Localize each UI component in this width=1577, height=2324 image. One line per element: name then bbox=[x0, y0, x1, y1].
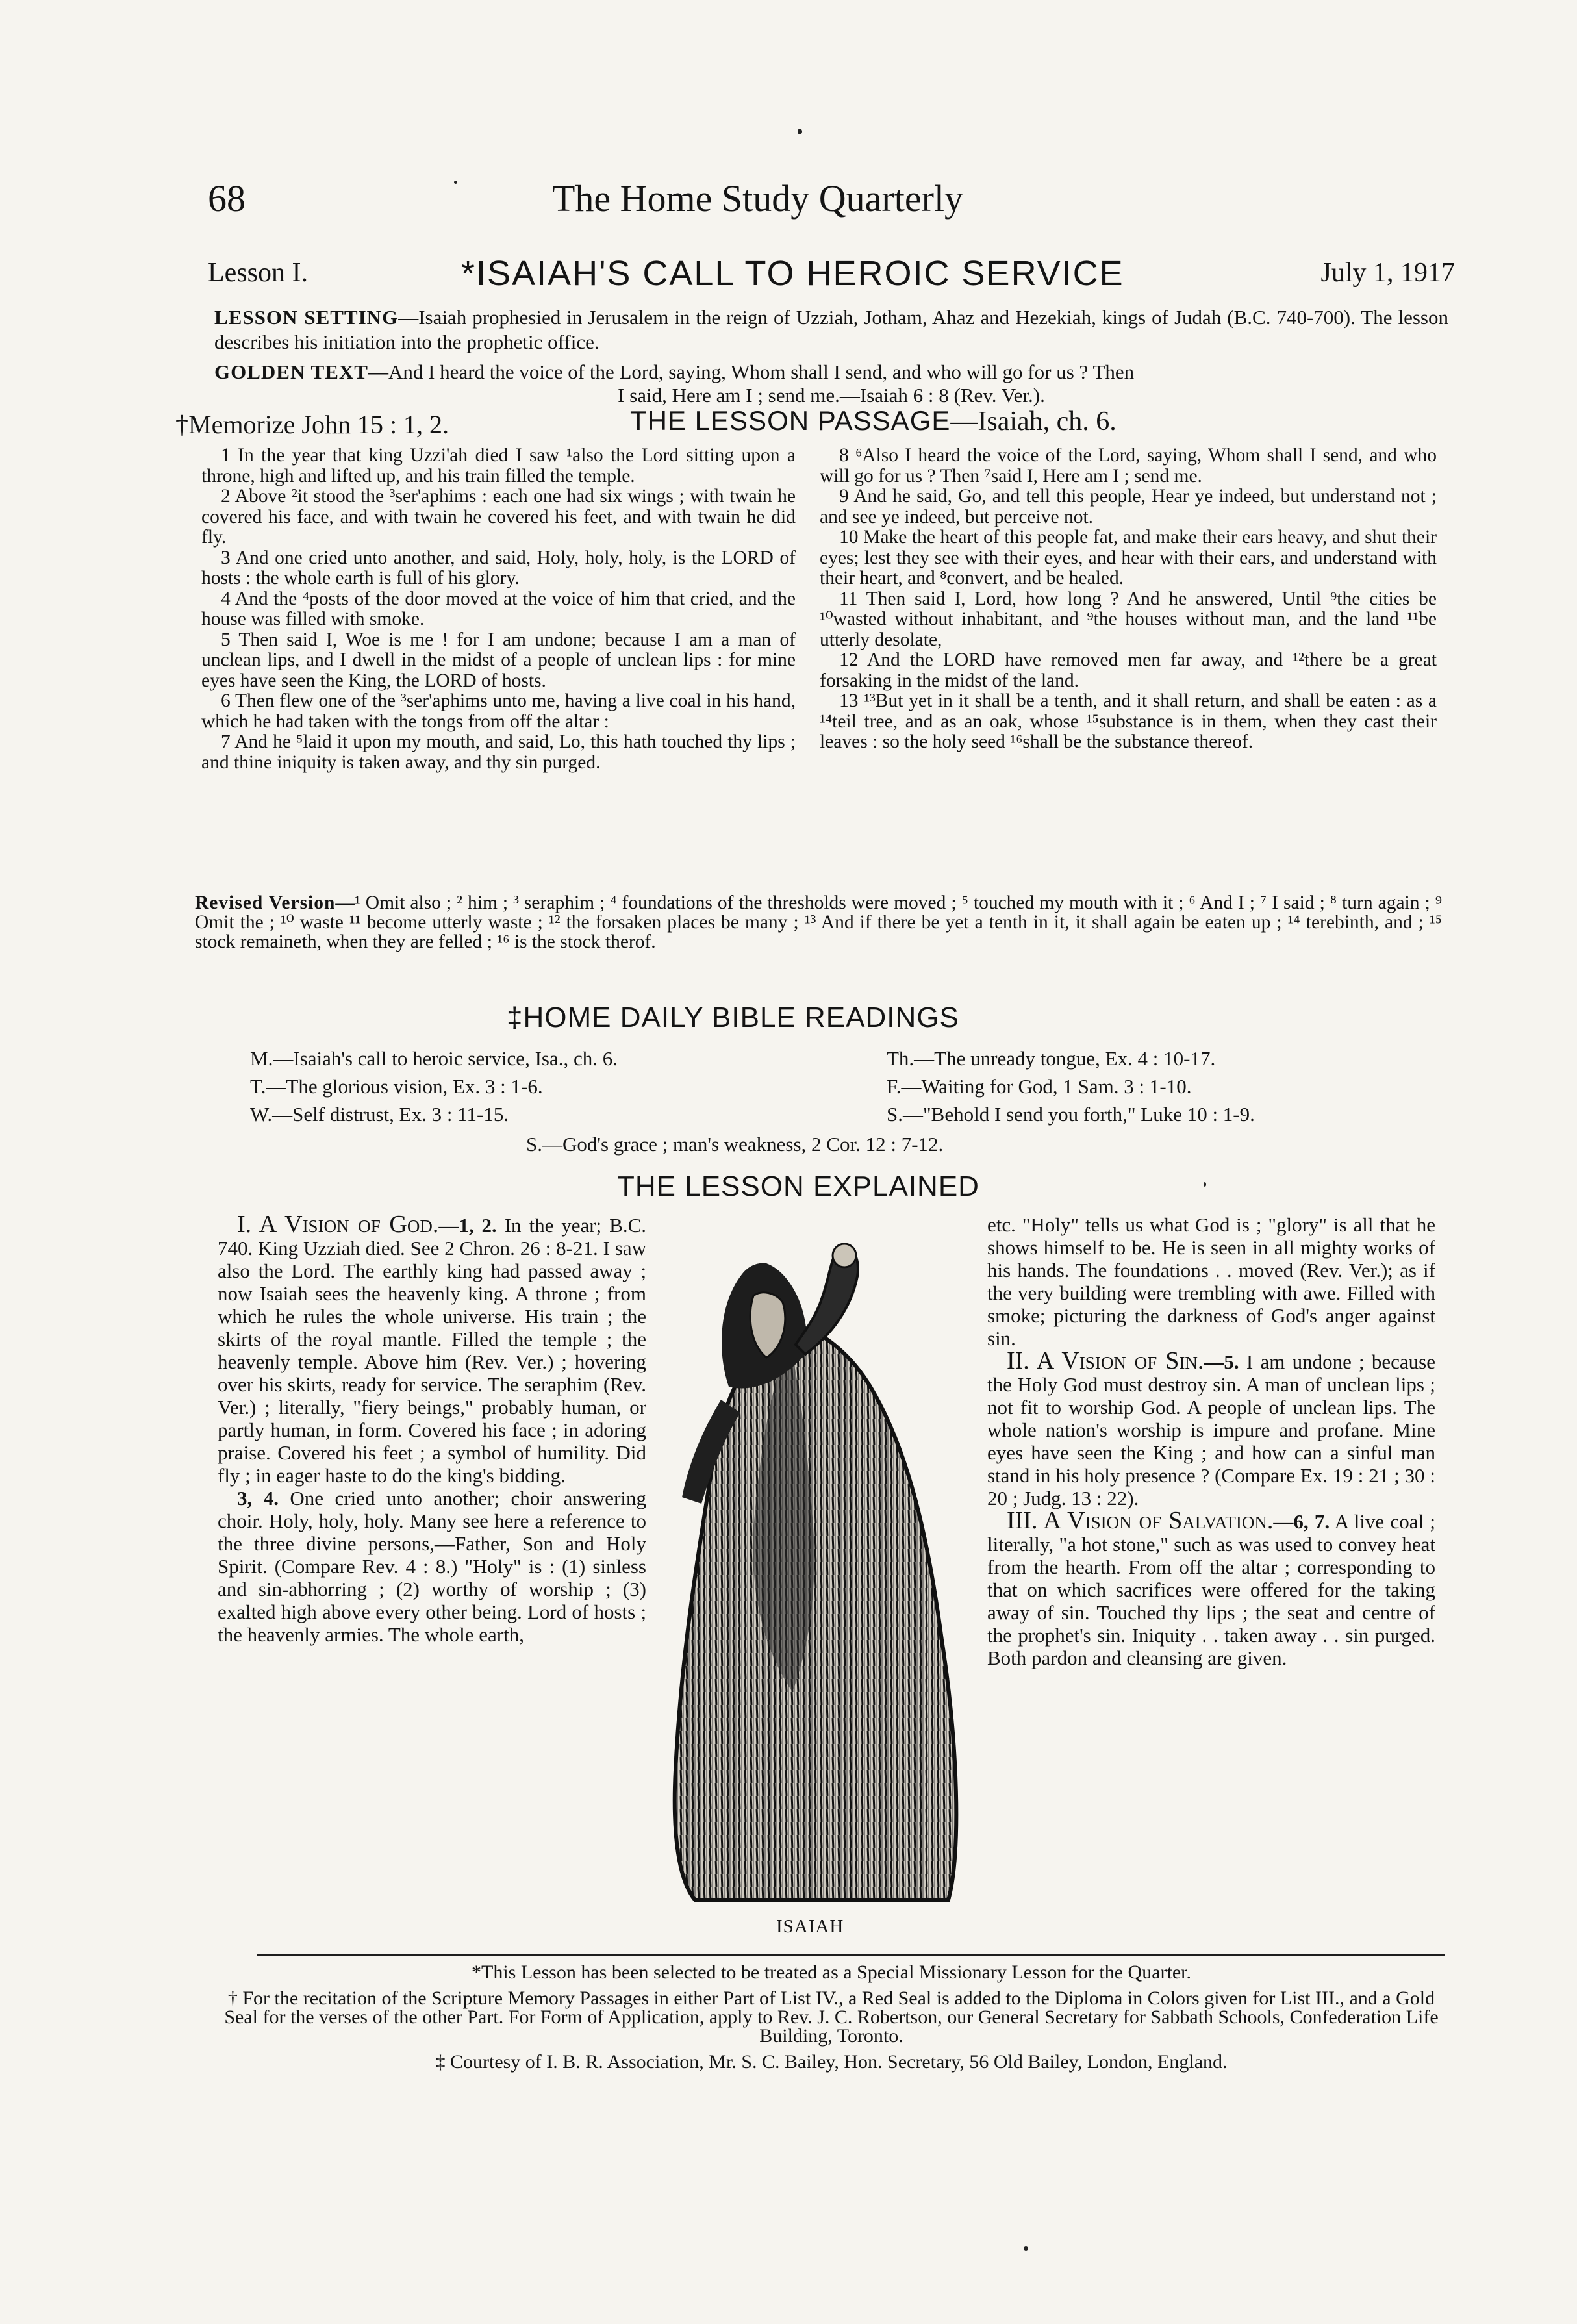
daily-reading: M.—Isaiah's call to heroic service, Isa., ch. 6. bbox=[250, 1047, 618, 1070]
lesson-passage-label: THE LESSON PASSAGE bbox=[630, 405, 951, 436]
lesson-setting-text: —Isaiah prophesied in Jerusalem in the reign of Uzziah, Jotham, Ahaz and Hezekiah, kings of Judah (B.C. 740-700). The lesson describes his initiation into the prophetic office. bbox=[214, 306, 1448, 353]
revised-version-notes bbox=[195, 893, 1442, 952]
daily-reading: T.—The glorious vision, Ex. 3 : 1-6. bbox=[250, 1075, 543, 1098]
passage-verse: 9 And he said, Go, and tell this people, Hear ye indeed, but understand not ; and see ye indeed, but perceive not. bbox=[820, 486, 1437, 527]
section-1-body: In the year; B.C. 740. King Uzziah died. See 2 Chron. 26 : 8-21. I saw also the Lord. The earthly king had passed away ; now Isaiah sees the heavenly king. A throne ; from which he rules the whole universe. His train ; the skirts of the royal mantle. Filled the temple ; the heavenly temple. Above him (Rev. Ver.) ; hovering over his skirts, ready for service. The seraphim (Rev. Ver.) ; literally, "fiery beings," probably human, or partly human, in form. Covered his face ; in adoring praise. Covered his feet ; a symbol of humility. Did fly ; in eager haste to do the king's bidding. bbox=[218, 1214, 647, 1487]
passage-right-column bbox=[820, 446, 1437, 753]
passage-left-column bbox=[201, 446, 796, 773]
lesson-setting-label: LESSON SETTING bbox=[214, 306, 399, 329]
daily-reading-sunday: S.—God's grace ; man's weakness, 2 Cor. 12 : 7-12. bbox=[526, 1133, 944, 1156]
revised-version-text: —¹ Omit also ; ² him ; ³ seraphim ; ⁴ foundations of the thresholds were moved ; ⁵ touched my mouth with it ; ⁶ And I ; ⁷ I said ; ⁸ turn again ; ⁹ Omit the ; ¹⁰ waste ¹¹ become utterly waste ; ¹² the forsaken places be many ; ¹³ And if there be yet a tenth in it, it shall again be eaten up ; ¹⁴ terebinth, and ; ¹⁵ stock remaineth, when they are felled ; ¹⁶ is the stock therof. bbox=[195, 892, 1442, 952]
print-speck bbox=[798, 129, 802, 134]
passage-verse: 10 Make the heart of this people fat, and make their ears heavy, and shut their eyes; lest they see with their eyes, and hear with their ears, and understand with their heart, and ⁸convert, and be healed. bbox=[820, 527, 1437, 588]
daily-readings-heading: ‡HOME DAILY BIBLE READINGS bbox=[507, 1002, 959, 1033]
lesson-explained-heading: THE LESSON EXPLAINED bbox=[617, 1170, 979, 1202]
passage-verse: 2 Above ²it stood the ³ser'aphims : each one had six wings ; with twain he covered his face, and with twain he covered his feet, and with twain he did fly. bbox=[201, 486, 796, 548]
lesson-date: July 1, 1917 bbox=[1320, 258, 1455, 288]
passage-verse: 13 ¹³But yet in it shall be a tenth, and it shall return, and shall be eaten : as a ¹⁴teil tree, and as an oak, whose ¹⁵substance is in them, when they cast their leaves : so the holy seed ¹⁶shall be the substance thereof. bbox=[820, 690, 1437, 752]
memorize-note: †Memorize John 15 : 1, 2. bbox=[175, 410, 449, 439]
revised-version-label: Revised Version bbox=[195, 892, 336, 913]
passage-verse: 7 And he ⁵laid it upon my mouth, and said, Lo, this hath touched thy lips ; and thine iniquity is taken away, and thy sin purged. bbox=[201, 731, 796, 773]
running-header bbox=[208, 177, 1383, 229]
section-2-body: I am undone ; because the Holy God must destroy sin. A man of unclean lips ; not fit to worship God. A people of unclean lips. The whole nation's worship is impure and profane. Mine eyes have seen the King ; and how can a sinful man stand in his holy presence ? (Compare Ex. 19 : 21 ; 30 : 20 ; Judg. 13 : 22). bbox=[987, 1350, 1436, 1509]
footnote: † For the recitation of the Scripture Memory Passages in either Part of List IV., a Red Seal is added to the Diploma in Colors given for List III., and a Gold Seal for the verses of the other Part. For Form of Application, apply to Rev. J. C. Robertson, our General Secretary for Sabbath Schools, Confederation Life Building, Toronto. bbox=[224, 1988, 1439, 2047]
section-3-numeral: III. A bbox=[1007, 1507, 1061, 1534]
explained-left-column bbox=[218, 1213, 646, 1646]
explained-right-column bbox=[987, 1213, 1435, 1669]
isaiah-illustration bbox=[656, 1237, 974, 1906]
golden-text-line-1: —And I heard the voice of the Lord, saying, Whom shall I send, and who will go for us ? Then bbox=[368, 360, 1135, 383]
daily-reading: S.—"Behold I send you forth," Luke 10 : 1-9. bbox=[887, 1103, 1255, 1126]
passage-verse: 4 And the ⁴posts of the door moved at the voice of him that cried, and the house was filled with smoke. bbox=[201, 588, 796, 629]
lesson-title: *ISAIAH'S CALL TO HEROIC SERVICE bbox=[461, 254, 1124, 293]
paragraph-2-ref: 3, 4. bbox=[237, 1487, 279, 1509]
print-speck bbox=[1024, 2246, 1028, 2251]
passage-verse: 6 Then flew one of the ³ser'aphims unto me, having a live coal in his hand, which he had taken with the tongs from off the altar : bbox=[201, 690, 796, 732]
explained-section-3 bbox=[987, 1509, 1435, 1669]
isaiah-figure-drawing bbox=[656, 1237, 974, 1906]
section-1-numeral: I. A bbox=[237, 1211, 277, 1238]
lesson-number: Lesson I. bbox=[208, 258, 308, 288]
figure-caption: ISAIAH bbox=[776, 1916, 844, 1937]
raised-hand bbox=[833, 1244, 856, 1267]
passage-verse: 11 Then said I, Lord, how long ? And he answered, Until ⁹the cities be ¹⁰wasted without inhabitant, and ⁹the houses without man, and the land ¹¹be utterly desolate, bbox=[820, 588, 1437, 650]
explained-section-1 bbox=[218, 1213, 646, 1487]
lesson-setting bbox=[214, 305, 1448, 355]
section-3-ref: —6, 7. bbox=[1273, 1510, 1330, 1533]
section-2-title: Vision of Sin. bbox=[1061, 1347, 1204, 1374]
page-number: 68 bbox=[208, 177, 246, 220]
explained-right-paragraph-1: etc. "Holy" tells us what God is ; "glory" is all that he shows himself to be. He is seen in all mighty works of his hands. The foundations . . moved (Rev. Ver.); as if the very building were trembling with awe. Filled with smoke; picturing the darkness of God's anger against sin. bbox=[987, 1213, 1435, 1350]
daily-reading: F.—Waiting for God, 1 Sam. 3 : 1-10. bbox=[887, 1075, 1192, 1098]
lesson-passage-heading bbox=[630, 405, 1117, 437]
print-speck bbox=[1204, 1182, 1206, 1187]
passage-verse: 3 And one cried unto another, and said, Holy, holy, holy, is the LORD of hosts : the whole earth is full of his glory. bbox=[201, 547, 796, 588]
golden-text-line-2: I said, Here am I ; send me.—Isaiah 6 : 8 (Rev. Ver.). bbox=[618, 384, 1045, 407]
passage-verse: 8 ⁶Also I heard the voice of the Lord, saying, Whom shall I send, and who will go for us ? Then ⁷said I, Here am I ; send me. bbox=[820, 445, 1437, 486]
daily-reading: W.—Self distrust, Ex. 3 : 11-15. bbox=[250, 1103, 509, 1126]
passage-verse: 5 Then said I, Woe is me ! for I am undone; because I am a man of unclean lips, and I dwell in the midst of a people of unclean lips : for mine eyes have seen the King, the LORD of hosts. bbox=[201, 629, 796, 691]
explained-paragraph-2 bbox=[218, 1487, 646, 1646]
section-3-title: Vision of Salvation. bbox=[1067, 1507, 1274, 1534]
golden-text bbox=[214, 360, 1448, 407]
lesson-passage-ref: —Isaiah, ch. 6. bbox=[950, 407, 1117, 436]
passage-verse: 12 And the LORD have removed men far away, and ¹²there be a great forsaking in the midst of the land. bbox=[820, 650, 1437, 691]
paragraph-2-body: One cried unto another; choir answering choir. Holy, holy, holy. Many see here a reference to the three divine persons,—Father, Son and Holy Spirit. (Compare Rev. 4 : 8.) "Holy" is : (1) sinless and sin-abhorring ; (2) worthy of worship ; (3) exalted high above every other being. Lord of hosts ; the heavenly armies. The whole earth, bbox=[218, 1487, 647, 1646]
daily-reading: Th.—The unready tongue, Ex. 4 : 10-17. bbox=[887, 1047, 1216, 1070]
section-1-ref: —1, 2. bbox=[438, 1214, 497, 1237]
section-2-numeral: II. A bbox=[1007, 1347, 1055, 1374]
running-title: The Home Study Quarterly bbox=[552, 177, 964, 220]
explained-section-2 bbox=[987, 1347, 1436, 1509]
footnote: ‡ Courtesy of I. B. R. Association, Mr. S. C. Bailey, Hon. Secretary, 56 Old Bailey, London, England. bbox=[435, 2051, 1228, 2073]
lesson-title-line bbox=[208, 253, 1455, 299]
section-3-body: A live coal ; literally, "a hot stone," such as was used to convey heat from the hearth. From off the altar ; corresponding to that on which sacrifices were offered for the taking away of sin. Touched thy lips ; the seat and centre of the prophet's sin. Iniquity . . taken away . . sin purged. Both pardon and cleansing are given. bbox=[987, 1510, 1436, 1669]
footnote: *This Lesson has been selected to be treated as a Special Missionary Lesson for the Quarter. bbox=[472, 1962, 1191, 1983]
golden-text-label: GOLDEN TEXT bbox=[214, 360, 368, 383]
section-1-title: Vision of God. bbox=[284, 1211, 439, 1238]
footnote-rule bbox=[257, 1954, 1445, 1956]
section-2-ref: —5. bbox=[1204, 1350, 1239, 1373]
passage-verse: 1 In the year that king Uzzi'ah died I saw ¹also the Lord sitting upon a throne, high and lifted up, and his train filled the temple. bbox=[201, 445, 796, 486]
